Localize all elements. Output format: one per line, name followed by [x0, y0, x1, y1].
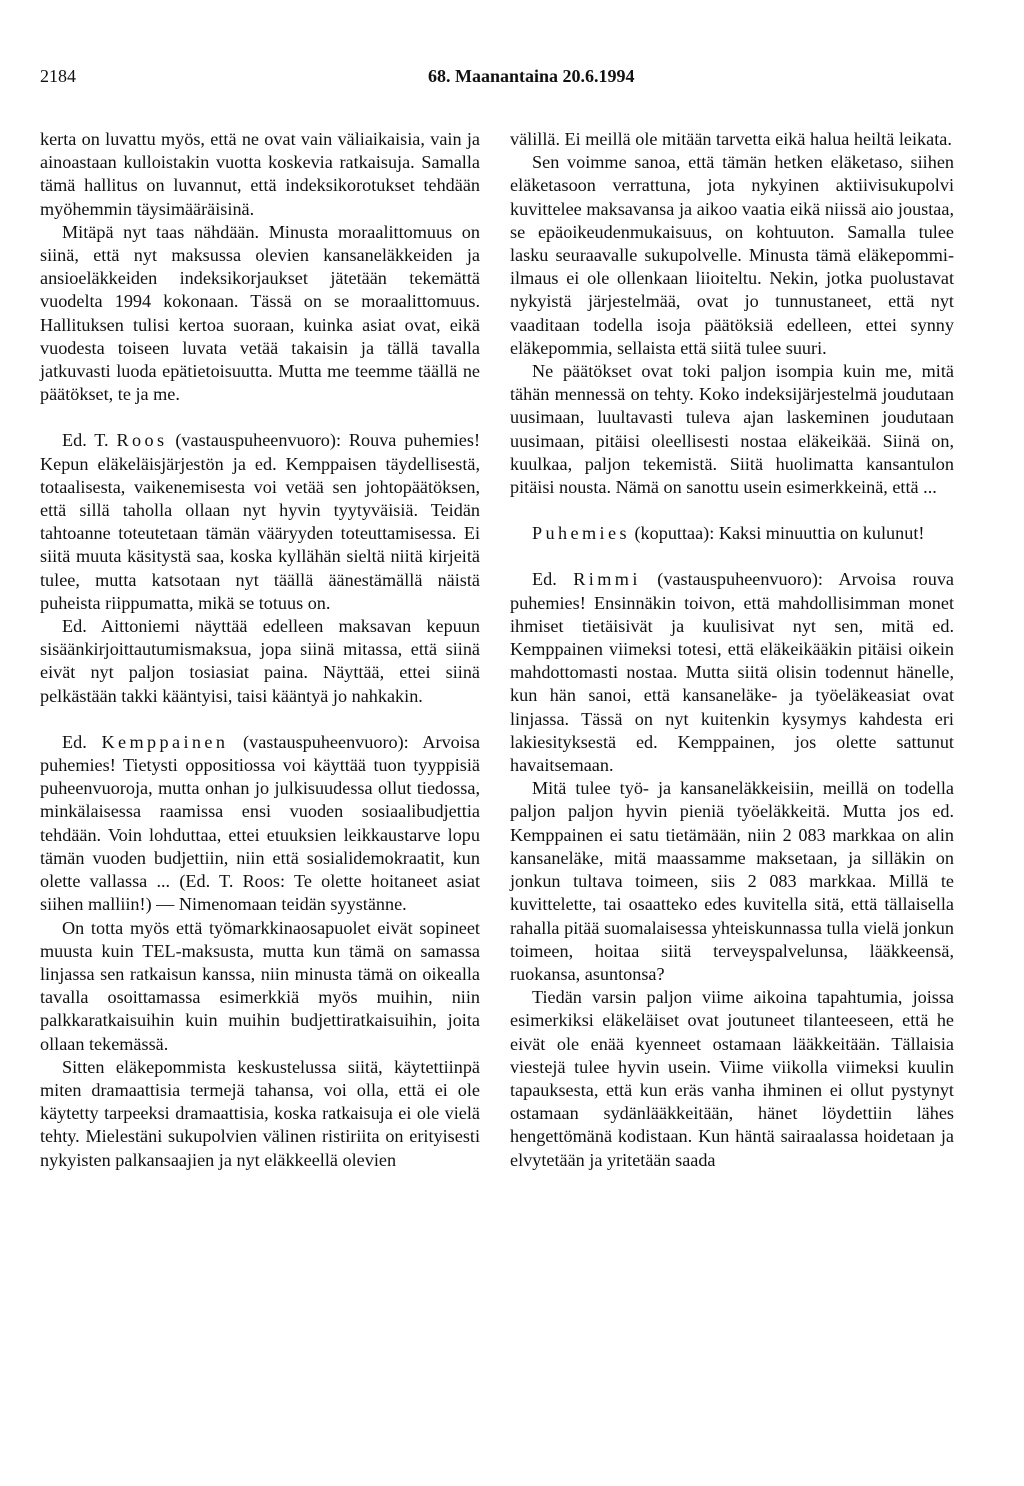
- speaker-prefix: Ed. T.: [62, 430, 117, 451]
- speech-roos: [40, 429, 480, 615]
- speaker-prefix: Ed.: [62, 731, 102, 752]
- speech-text: (vastauspuheenvuoro): Arvoisa rouva puhemies! Ensinnäkin toivon, että mahdollisimman monet ihmiset tietäisivät ja kuulisivat nyt sen, mitä ed. Kemppainen viimeksi totesi, että eläkeikääkin pitäisi oikein mahdottomasti nostaa. Mutta siitä olisin todennut hänelle, kun hän sanoi, että kansaneläke- ja työeläkeasiat ovat linjassa. Tässä on nyt kuitenkin kysymys kahdesta eri lakiesityksestä ed. Kemppainen, jos olette sattunut havaitsemaan.: [510, 569, 954, 776]
- paragraph: Mitäpä nyt taas nähdään. Minusta moraalittomuus on siinä, että nyt maksussa olevien kansaneläkkeiden ja ansioeläkkeiden indeksikorjaukset jätetään tekemättä vuodelta 1994 kokonaan. Tässä on se moraalittomuus. Hallituksen tulisi kertoa suoraan, kuinka asiat ovat, eikä vuodesta toiseen luvata vetää takaisin ja tällä tavalla jatkuvasti luoda epätietoisuutta. Mutta me teemme täällä ne päätökset, te ja me.: [40, 221, 480, 405]
- speaker-prefix: Ed.: [532, 569, 574, 590]
- speaker-name: Roos: [116, 430, 168, 451]
- speech-puhemies: [510, 522, 954, 545]
- speech-rimmi: [510, 568, 954, 777]
- left-column: [40, 128, 480, 1172]
- paragraph: Ed. Aittoniemi näyttää edelleen maksavan kepuun sisäänkirjoittautumismaksua, jopa siinä mitassa, että siinä eivät nyt paljon tosiasiat paina. Näyttää, ettei siinä pelkästään takki kääntyisi, taisi kääntyä jo nahkakin.: [40, 616, 480, 706]
- speaker-name: Puhemies: [532, 523, 630, 544]
- speech-kemppainen: [40, 731, 480, 917]
- paragraph: Mitä tulee työ- ja kansaneläkkeisiin, meillä on todella paljon paljon hyvin pieniä työeläkkeitä. Mutta jos ed. Kemppainen ei satu tietämään, niin 2 083 markkaa on alin kansaneläke, mitä maassamme maksetaan, ja silläkin on jonkun tultava toimeen, siis 2 083 markkaa. Millä te kuvittelette, tai osaatteko edes kuvitella sitä, että tällaisella rahalla pitää suomalaisessa yhteiskunnassa tulla vielä jonkun toimeen, hoitaa siitä terveyspalvelunsa, lääkkeensä, ruokansa, asuntonsa?: [510, 778, 954, 984]
- paragraph: Sitten eläkepommista keskustelussa siitä, käytettiinpä miten dramaattisia termejä tahansa, voi olla, että ei ole käytetty tarpeeksi dramaattisia, koska ratkaisuja ei ole vielä tehty. Mielestäni sukupolvien välinen ristiriita on erityisesti nykyisten palkansaajien ja nyt eläkkeellä olevien: [40, 1056, 480, 1170]
- speech-text: (vastauspuheenvuoro): Rouva puhemies! Kepun eläkeläisjärjestön ja ed. Kemppaisen täydellisestä, totaalisesta, vaikenemisesta voi vetää sen johtopäätöksen, että sillä taholla ollaan nyt hyvin tyytyväisiä. Teidän tahtoanne toteutetaan tämän vääryyden toteuttamisessa. Ei siitä muuta käsitystä saa, koska kyllähän sieltä niitä kirjeitä tulee, mutta katsotaan nyt täällä äänestämällä näistä puheista riippumatta, mikä se totuus on.: [40, 430, 481, 613]
- page-header: [0, 66, 1024, 96]
- paragraph: Sen voimme sanoa, että tämän hetken eläketaso, siihen eläketasoon verrattuna, jota nykyinen aktiivisukupolvi kuvittelee maksavansa ja aikoo vaatia eikä niissä aio joustaa, se epäoikeudenmukaisuus, on kohtuuton. Samalla tulee lasku seuraavalle sukupolvelle. Minusta tämä eläkepommi-ilmaus ei ole ollenkaan liioiteltu. Nekin, jotka puolustavat nykyistä järjestelmää, ovat jo tunnustaneet, että nyt vaaditaan todella isoja päätöksiä edelleen, ettei synny eläkepommia, sellaista että siitä tulee suuri.: [510, 152, 954, 358]
- speech-text: (koputtaa): Kaksi minuuttia on kulunut!: [629, 523, 925, 544]
- paragraph: Tiedän varsin paljon viime aikoina tapahtumia, joissa esimerkiksi eläkeläiset ovat joutuneet tilanteeseen, että he eivät ole enää kyenneet ostamaan lääkkeitään. Tällaisia viestejä tulee hyvin usein. Viime viikolla viimeksi kuulin tapauksesta, että kun eräs vanha ihminen ei ollut pystynyt ostamaan sydänlääkkeitään, hänet löydettiin lähes hengettömänä kodistaan. Kun häntä sairaalassa hoidetaan ja elvytetään ja yritetään saada: [510, 987, 954, 1170]
- speech-text: (vastauspuheenvuoro): Arvoisa puhemies! Tietysti oppositiossa voi käyttää tuon tyyppisiä puheenvuoroja, mutta onhan jo julkisuudessa ollut tiedossa, minkälaisessa raamissa ensi vuoden sosiaalibudjettia tehdään. Voin lohduttaa, ettei etuuksien leikkaustarve lopu tämän vuoden budjettiin, niin että sosialidemokraatit, kun olette vallassa ... (Ed. T. Roos: Te olette hoitaneet asiat siihen malliin!) — Nimenomaan teidän syystänne.: [40, 731, 480, 915]
- speaker-name: Kemppainen: [101, 731, 229, 752]
- speaker-name: Rimmi: [573, 569, 641, 590]
- paragraph: Ne päätökset ovat toki paljon isompia kuin me, mitä tähän mennessä on tehty. Koko indeksijärjestelmä joudutaan uusimaan, luultavasti tuleva ajan laskeminen joudutaan uusimaan, pitäisi oleellisesti nostaa eläkeikää. Siinä on, kuulkaa, paljon tekemistä. Siitä huolimatta kansantulon pitäisi nousta. Nämä on sanottu usein esimerkkeinä, että ...: [510, 361, 954, 498]
- paragraph: kerta on luvattu myös, että ne ovat vain väliaikaisia, vain ja ainoastaan kulloistakin vuotta koskevia ratkaisuja. Samalla tämä hallitus on luvannut, että indeksikorotukset tehdään myöhemmin täysimääräisinä.: [40, 129, 480, 219]
- page-number: 2184: [40, 66, 76, 86]
- paragraph: välillä. Ei meillä ole mitään tarvetta eikä halua heiltä leikata.: [510, 129, 952, 149]
- paragraph: On totta myös että työmarkkinaosapuolet eivät sopineet muusta kuin TEL-maksusta, mutta kun tämä on samassa linjassa sen ratkaisun kanssa, niin minusta tämä on oikealla tavalla osoittamassa esimerkkiä myös muihin, niin palkkaratkaisuihin kuin muihin budjettiratkaisuihin, joita ollaan tekemässä.: [40, 917, 480, 1054]
- right-column: [510, 128, 954, 1172]
- session-title: 68. Maanantaina 20.6.1994: [428, 66, 635, 86]
